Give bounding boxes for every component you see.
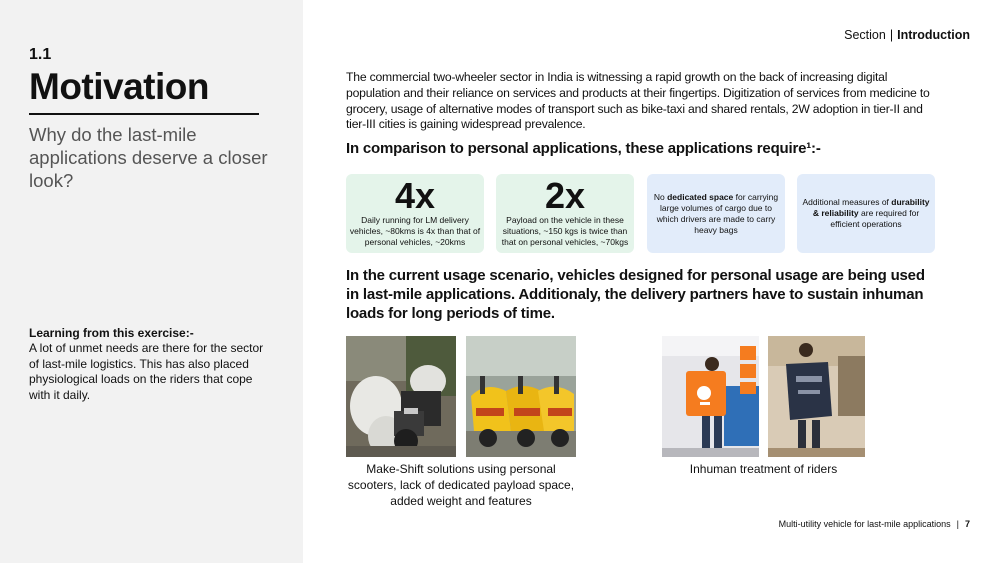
usage-heading: In the current usage scenario, vehicles designed for personal usage are being used in last-mile applications. Additionaly, the delivery partners have to sustain inhuman loads for long periods of time. bbox=[346, 267, 925, 322]
page-subtitle: Why do the last-mile applications deserve a closer look? bbox=[29, 124, 268, 191]
card-text: Daily running for LM delivery vehicles, ~80kms is 4x than that of personal vehicles, ~20kms bbox=[349, 215, 481, 247]
card-text bbox=[800, 174, 932, 253]
page-number: 7 bbox=[964, 519, 970, 529]
rider-dark-bag-photo bbox=[768, 336, 865, 457]
title-divider bbox=[29, 113, 259, 115]
card-text bbox=[650, 174, 782, 253]
card-text-post: for carrying large volumes of cargo due to which drivers are made to carry heavy bags bbox=[656, 191, 779, 235]
card-text-post: are required for efficient operations bbox=[830, 208, 920, 229]
section-separator: | bbox=[889, 28, 894, 42]
learning-body: A lot of unmet needs are there for the sector of last-mile logistics. This has also placed physiological loads on the riders that cope with it daily. bbox=[29, 341, 264, 402]
footer bbox=[779, 519, 970, 529]
intro-paragraph: The commercial two-wheeler sector in India is witnessing a rapid growth on the back of increasing digital population and their reliance on services and products at their fingertips. Digitization of services from medicine to grocery, usage of alternative modes of transport such as bike-taxi and shared rentals, 2W adoption in tier-II and tier-III cities is gaining widespread prevalence. bbox=[346, 70, 930, 132]
learning-heading: Learning from this exercise:- bbox=[29, 326, 194, 340]
footer-separator: | bbox=[956, 519, 959, 529]
card-dedicated-space bbox=[647, 174, 785, 253]
section-breadcrumb bbox=[844, 28, 970, 42]
caption-inhuman: Inhuman treatment of riders bbox=[689, 462, 838, 476]
grofers-rider-photo bbox=[662, 336, 759, 457]
page-title: Motivation bbox=[29, 66, 209, 107]
card-text-bold: dedicated space bbox=[667, 191, 734, 202]
card-durability bbox=[797, 174, 935, 253]
card-payload bbox=[496, 174, 634, 253]
comparison-heading: In comparison to personal applications, these applications require¹:- bbox=[346, 140, 821, 157]
card-stat: 4x bbox=[394, 175, 436, 216]
card-text: Payload on the vehicle in these situations, ~150 kgs is twice than that on personal vehicles, ~70kgs bbox=[501, 215, 629, 247]
footer-text: Multi-utility vehicle for last-mile applications bbox=[778, 519, 951, 529]
section-number: 1.1 bbox=[29, 46, 52, 63]
card-stat: 2x bbox=[544, 175, 586, 216]
card-daily-running bbox=[346, 174, 484, 253]
section-label: Section bbox=[844, 28, 886, 42]
card-text-pre: No bbox=[653, 191, 668, 202]
card-text-pre: Additional measures of bbox=[802, 197, 892, 207]
yellow-scooters-photo bbox=[466, 336, 576, 457]
section-name: Introduction bbox=[897, 28, 970, 42]
scooter-bags-photo bbox=[346, 336, 456, 457]
caption-makeshift: Make-Shift solutions using personal scooters, lack of dedicated payload space, added weight and features bbox=[347, 462, 575, 508]
card-text-bold: durability & reliability bbox=[812, 197, 930, 218]
